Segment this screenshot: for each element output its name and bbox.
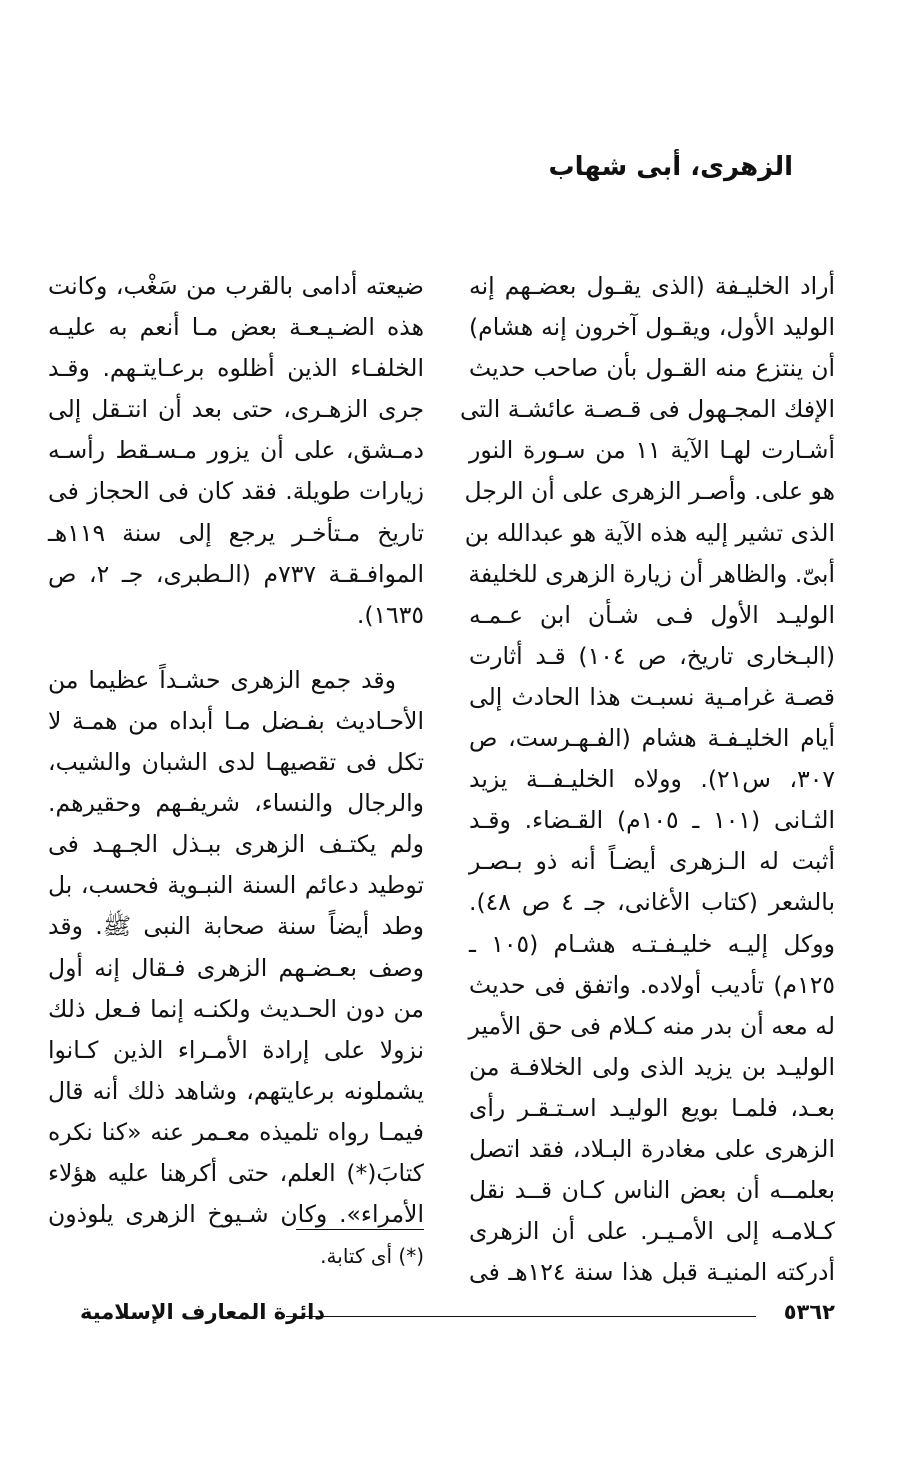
right-column bbox=[459, 266, 836, 1293]
text-line: الوليـد بن يزيد الذى ولى الخلافـة من bbox=[469, 1052, 835, 1081]
text-line: ٣٠٧، س٢١). وولاه الخليـفــة يزيد bbox=[469, 765, 835, 794]
text-line: هذه الضـيـعـة بعض مـا أنعم به عليـه bbox=[48, 313, 424, 342]
text-line: فيمـا رواه تلميذه معـمر عنه «كنا نكره bbox=[48, 1117, 424, 1146]
text-line: الأحـاديث بفـضل مـا أبداه من همـة لا bbox=[48, 706, 424, 735]
text-line: ولم يكتـف الزهرى ببـذل الجـهـد فى bbox=[48, 830, 424, 859]
footer-title: دائرة المعارف الإسلامية bbox=[80, 1300, 326, 1324]
text-line: الإفك المجـهول فى قـصـة عائشـة التى bbox=[459, 395, 835, 424]
text-line: تاريخ مـتأخـر يرجع إلى سنة ١١٩هـ bbox=[48, 518, 424, 547]
text-line: الثـانى (١٠١ ـ ١٠٥م) القـضاء. وقـد bbox=[469, 806, 835, 835]
text-line: قصـة غرامـية نسبـت هذا الحادث إلى bbox=[469, 682, 835, 711]
text-line: أبىّ. والظاهر أن زيارة الزهرى للخليفة bbox=[468, 559, 835, 588]
text-line: الذى تشير إليه هذه الآية هو عبدالله بن bbox=[464, 518, 835, 547]
footnote: (*) أى كتابة. bbox=[320, 1244, 424, 1268]
text-line: ١٦٣٥). bbox=[356, 600, 424, 629]
text-line: يشملونه برعايتهم، وشاهد ذلك أنه قال bbox=[48, 1076, 424, 1105]
text-line: أدركته المنيـة قبل هذا سنة ١٢٤هـ فى bbox=[469, 1258, 835, 1287]
text-line: أن ينتزع منه القـول بأن صاحب حديث bbox=[469, 354, 835, 383]
text-line: توطيد دعائم السنة النبـوية فحسب، بل bbox=[48, 871, 424, 900]
text-line: الأمراء». وكان شـيوخ الزهرى يلوذون bbox=[48, 1200, 424, 1229]
text-line: هو على. وأصـر الزهرى على أن الرجل bbox=[464, 477, 835, 506]
text-line: له معه أن بدر منه كـلام فى حق الأمير bbox=[468, 1011, 835, 1040]
text-line: من دون الحـديث ولكنـه إنما فـعل ذلك bbox=[48, 994, 424, 1023]
text-line: أثبت له الـزهرى أيضـاً أنه ذو بـصـر bbox=[469, 847, 835, 876]
text-line: الوليد الأول، ويقـول آخرون إنه هشام) bbox=[469, 313, 835, 342]
text-line: وطد أيضاً سنة صحابة النبى ﷺ. وقد bbox=[48, 912, 424, 941]
text-line: زيارات طويلة. فقد كان فى الحجاز فى bbox=[48, 477, 424, 506]
text-line: الخلفـاء الذين أظلوه برعـايتـهم. وقـد bbox=[48, 354, 424, 383]
running-head: الزهرى، أبى شهاب bbox=[548, 152, 793, 182]
text-line: وصف بعـضـهم الزهرى فـقال إنه أول bbox=[48, 953, 424, 982]
text-line: (البـخارى تاريخ، ص ١٠٤) قـد أثارت bbox=[469, 641, 835, 670]
text-line: الوليـد الأول فـى شـأن ابن عـمـه bbox=[469, 600, 835, 629]
text-line: ضيعته أدامى بالقرب من سَغْب، وكانت bbox=[48, 272, 424, 300]
page-number: ٥٣٦٢ bbox=[783, 1300, 835, 1324]
text-line: أشـارت لهـا الآية ١١ من سـورة النور bbox=[469, 436, 835, 465]
text-line: جرى الزهـرى، حتى بعد أن انتـقل إلى bbox=[48, 395, 424, 424]
text-line: كتابَ(*) العلم، حتى أكرهنا عليه هؤلاء bbox=[48, 1158, 424, 1187]
text-line: الزهرى على مغادرة البـلاد، فقد اتصل bbox=[469, 1134, 835, 1163]
paragraph-2 bbox=[48, 660, 424, 1235]
text-line: أراد الخليـفة (الذى يقـول بعضـهم إنه bbox=[469, 272, 835, 300]
text-line: أيام الخليـفـة هشام (الفـهـرست، ص bbox=[469, 724, 835, 753]
text-line: وقد جمع الزهرى حشـداً عظيما من bbox=[48, 665, 396, 694]
text-line: بعـد، فلمـا بويع الوليـد اسـتـقـر رأى bbox=[469, 1093, 835, 1122]
text-line: بعلمــه أن بعض الناس كـان قــد نقل bbox=[469, 1176, 835, 1205]
text-line: بالشعر (كتاب الأغانى، جـ ٤ ص ٤٨). bbox=[469, 888, 835, 917]
text-line: ١٢٥م) تأديب أولاده. واتفق فى حديث bbox=[469, 970, 835, 999]
text-line: كـلامـه إلى الأمـيـر. على أن الزهرى bbox=[469, 1217, 835, 1246]
paragraph-1 bbox=[48, 266, 424, 636]
footer-rule bbox=[286, 1316, 756, 1317]
text-line: ووكل إليـه خليـفـتـه هشـام (١٠٥ ـ bbox=[469, 929, 836, 958]
text-line: دمـشق، على أن يزور مـسـقط رأسـه bbox=[48, 436, 424, 465]
footnote-rule bbox=[296, 1229, 424, 1230]
text-line: الموافـقـة ٧٣٧م (الـطبرى، جـ ٢، ص bbox=[48, 559, 424, 588]
text-line: والرجال والنساء، شريفـهم وحقيرهم. bbox=[48, 789, 424, 818]
text-line: نزولا على إرادة الأمـراء الذين كـانوا bbox=[48, 1035, 424, 1064]
left-column bbox=[48, 266, 424, 1235]
text-line: تكل فى تقصيهـا لدى الشبان والشيب، bbox=[48, 748, 424, 777]
